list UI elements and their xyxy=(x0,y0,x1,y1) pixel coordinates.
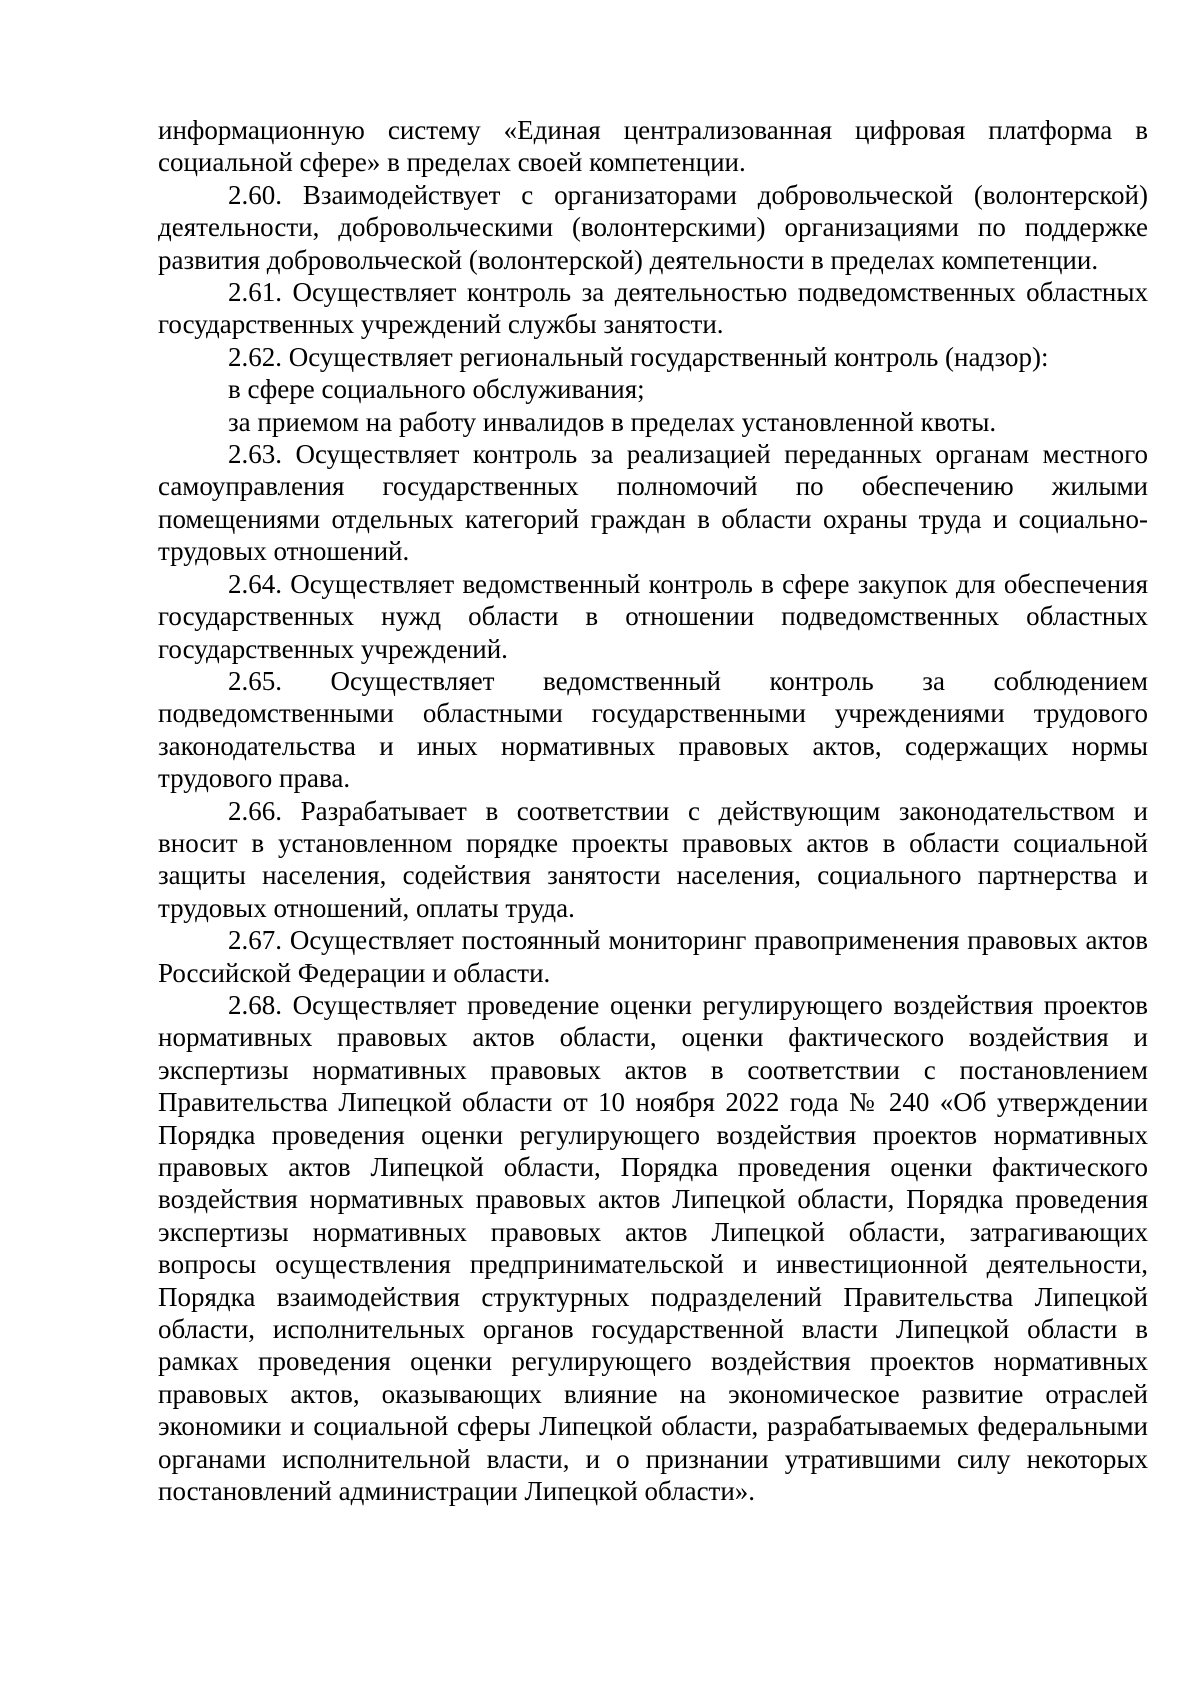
paragraph-2-65: 2.65. Осуществляет ведомственный контроль за соблюдением подведомственными областными государственными учреждениями трудового законодательства и иных нормативных правовых актов, содержащих нормы трудового права. xyxy=(158,665,1148,794)
paragraph-2-67: 2.67. Осуществляет постоянный мониторинг правоприменения правовых актов Российской Федерации и области. xyxy=(158,925,1148,988)
paragraph-2-68: 2.68. Осуществляет проведение оценки регулирующего воздействия проектов нормативных правовых актов области, оценки фактического воздействия и экспертизы нормативных правовых актов в соответствии с постановлением Правительства Липецкой области от 10 ноября 2022 года № 240 «Об утверждении Порядка проведения оценки регулирующего воздействия проектов нормативных правовых актов Липецкой области, Порядка проведения оценки фактического воздействия нормативных правовых актов Липецкой области, Порядка проведения экспертизы нормативных правовых актов Липецкой области, затрагивающих вопросы осуществления предпринимательской и инвестиционной деятельности, Порядка взаимодействия структурных подразделений Правительства Липецкой области, исполнительных органов государственной власти Липецкой области в рамках проведения оценки регулирующего воздействия проектов нормативных правовых актов, оказывающих влияние на экономическое развитие отраслей экономики и социальной сферы Липецкой области, разрабатываемых федеральными органами исполнительной власти, и о признании утратившими силу некоторых постановлений администрации Липецкой области». xyxy=(158,989,1148,1507)
paragraph-2-64: 2.64. Осуществляет ведомственный контроль в сфере закупок для обеспечения государственных нужд области в отношении подведомственных областных государственных учреждений. xyxy=(158,568,1148,664)
paragraph-2-62: 2.62. Осуществляет региональный государственный контроль (надзор): xyxy=(228,341,1049,372)
paragraph-2-63: 2.63. Осуществляет контроль за реализацией переданных органам местного самоуправления государственных полномочий по обеспечению жилыми помещениями отдельных категорий граждан в области охраны труда и социально-трудовых отношений. xyxy=(158,439,1148,567)
paragraph-2-60: 2.60. Взаимодействует с организаторами добровольческой (волонтерской) деятельности, добровольческими (волонтерскими) организациями по поддержке развития добровольческой (волонтерской) деятельности в пределах компетенции. xyxy=(158,179,1148,275)
paragraph-2-62-item-2: за приемом на работу инвалидов в пределах установленной квоты. xyxy=(228,406,997,437)
paragraph-2-66: 2.66. Разрабатывает в соответствии с действующим законодательством и вносит в установленном порядке проекты правовых актов в области социальной защиты населения, содействия занятости населения, социального партнерства и трудовых отношений, оплаты труда. xyxy=(158,795,1148,923)
paragraph-2-62-item-1: в сфере социального обслуживания; xyxy=(228,374,645,405)
paragraph-2-61: 2.61. Осуществляет контроль за деятельностью подведомственных областных государственных учреждений службы занятости. xyxy=(158,277,1148,340)
paragraph-continuation: информационную систему «Единая централизованная цифровая платформа в социальной сфере» в пределах своей компетенции. xyxy=(158,115,1148,178)
document-body xyxy=(158,114,1148,1507)
